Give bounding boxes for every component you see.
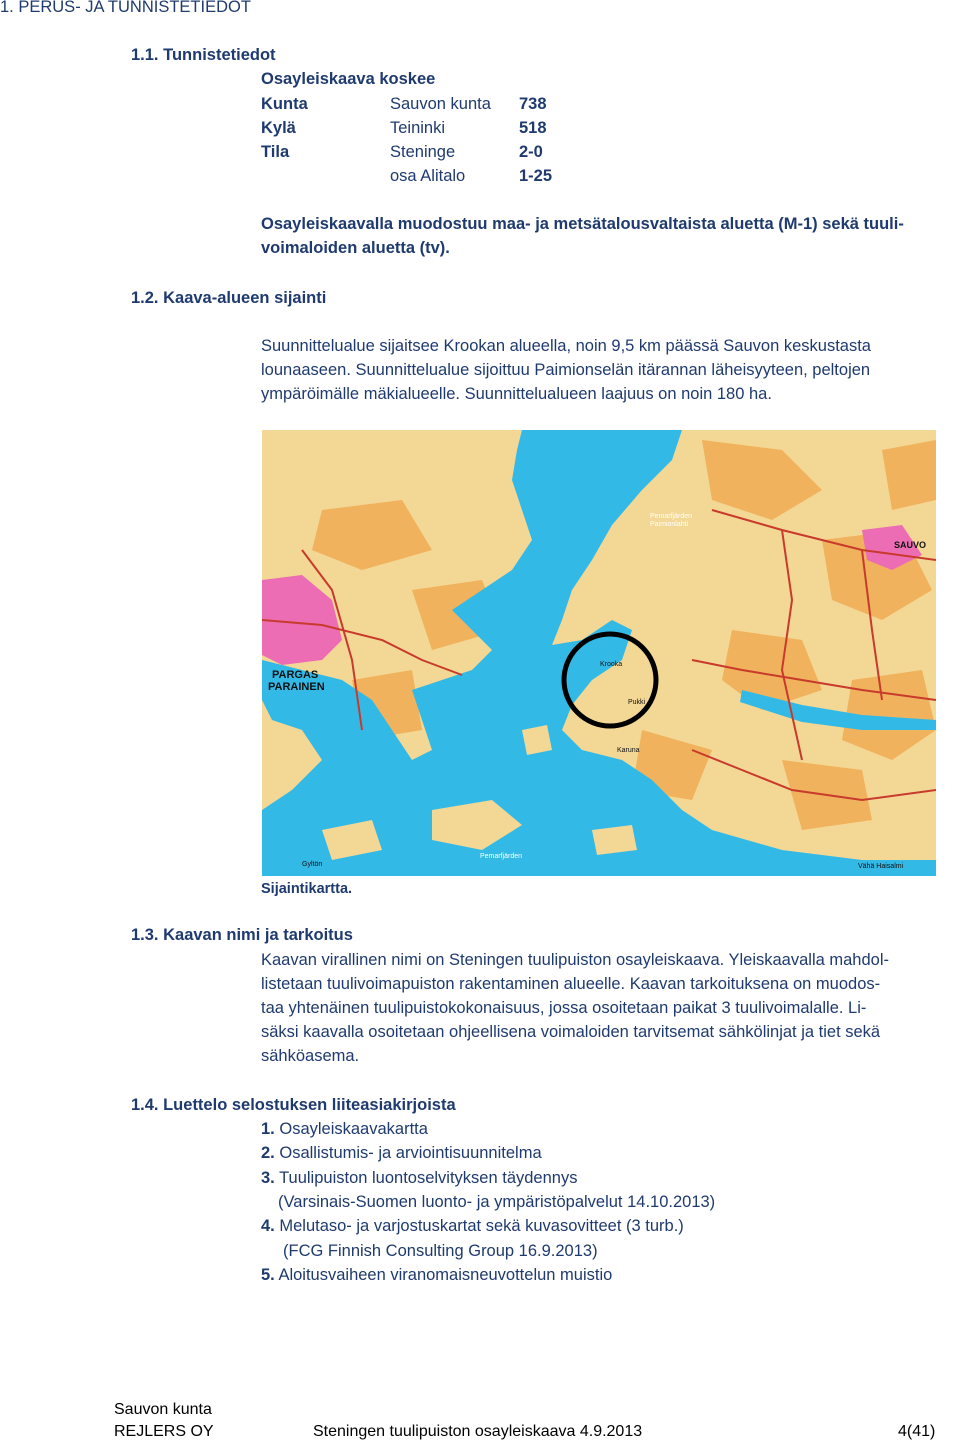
identification-intro: Osayleiskaava koskee xyxy=(261,70,436,88)
map-label-parainen: PARAINEN xyxy=(268,681,325,693)
map-label-sauvo: SAUVO xyxy=(894,540,927,550)
map-caption: Sijaintikartta. xyxy=(261,881,353,897)
map-label-pemarfjarden-south: Pemarfjärden xyxy=(480,853,523,860)
row-label: Tila xyxy=(261,143,290,161)
list-item-text: Osayleiskaavakartta xyxy=(279,1120,428,1138)
list-item-continuation: (FCG Finnish Consulting Group 16.9.2013) xyxy=(283,1242,598,1260)
row-code: 518 xyxy=(519,119,547,137)
row-code: 1-25 xyxy=(519,167,553,185)
location-map-graphic xyxy=(262,430,936,876)
row-name: Sauvon kunta xyxy=(390,95,491,113)
section-heading-1-2: 1.2. Kaava-alueen sijainti xyxy=(131,289,327,307)
plan-note-line: voimaloiden aluetta (tv). xyxy=(261,239,450,257)
map-label-vaha-haisalmi: Vähä Haisalmi xyxy=(858,863,904,870)
row-label: Kunta xyxy=(261,95,308,113)
section-heading-1-4: 1.4. Luettelo selostuksen liiteasiakirjoista xyxy=(131,1096,456,1114)
list-item xyxy=(261,1141,542,1166)
map-label-krooka: Krooka xyxy=(600,661,623,668)
purpose-paragraph-line: taa yhtenäinen tuulipuistokokonaisuus, jossa osoitetaan paikat 3 tuulivoimalalle. Li- xyxy=(261,999,867,1017)
row-name: Steninge xyxy=(390,143,456,161)
row-name: Teininki xyxy=(390,119,446,137)
list-item-number: 2. xyxy=(261,1144,275,1162)
list-item xyxy=(261,1117,428,1142)
list-item xyxy=(261,1214,684,1239)
plan-note-line: Osayleiskaavalla muodostuu maa- ja metsätalousvaltaista aluetta (M-1) sekä tuuli- xyxy=(261,215,904,233)
list-item xyxy=(261,1166,577,1191)
location-paragraph-line: Suunnittelualue sijaitsee Krookan alueella, noin 9,5 km päässä Sauvon keskustasta xyxy=(261,337,871,355)
purpose-paragraph-line: sähköasema. xyxy=(261,1047,360,1065)
section-heading-1-1: 1.1. Tunnistetiedot xyxy=(131,46,276,64)
list-item-number: 1. xyxy=(261,1120,275,1138)
list-item-text: Aloitusvaiheen viranomaisneuvottelun muistio xyxy=(278,1266,613,1284)
row-code: 738 xyxy=(519,95,547,113)
list-item-number: 5. xyxy=(261,1266,275,1284)
purpose-paragraph-line: säksi kaavalla osoitetaan ohjeellisena voimaloiden tarvitsemat sähkölinjat ja tiet sekä xyxy=(261,1023,881,1041)
list-item-number: 3. xyxy=(261,1169,275,1187)
row-code: 2-0 xyxy=(519,143,543,161)
purpose-paragraph-line: Kaavan virallinen nimi on Steningen tuulipuiston osayleiskaava. Yleiskaavalla mahdol- xyxy=(261,951,889,969)
map-label-pukki: Pukki xyxy=(628,699,646,706)
map-label-karuna: Karuna xyxy=(617,747,640,754)
list-item-text: Tuulipuiston luontoselvityksen täydennys xyxy=(279,1169,578,1187)
chapter-header: 1. PERUS- JA TUNNISTETIEDOT xyxy=(0,0,251,16)
footer-municipality: Sauvon kunta xyxy=(114,1401,212,1418)
location-map xyxy=(262,430,936,876)
list-item xyxy=(261,1263,612,1288)
footer-page-number: 4(41) xyxy=(898,1423,936,1440)
footer-company: REJLERS OY xyxy=(114,1423,214,1440)
purpose-paragraph-line: listetaan tuulivoimapuiston rakentaminen alueelle. Kaavan tarkoituksena on muodos- xyxy=(261,975,881,993)
list-item-text: Osallistumis- ja arviointisuunnitelma xyxy=(279,1144,542,1162)
list-item-number: 4. xyxy=(261,1217,275,1235)
map-label-pemarfjarden: Pemarfjärden xyxy=(650,513,693,520)
location-paragraph-line: ympäröimälle mäkialueelle. Suunnittelualueen laajuus on noin 180 ha. xyxy=(261,385,772,403)
list-item-text: Melutaso- ja varjostuskartat sekä kuvasovitteet (3 turb.) xyxy=(279,1217,684,1235)
section-heading-1-3: 1.3. Kaavan nimi ja tarkoitus xyxy=(131,926,353,944)
list-item-continuation: (Varsinais-Suomen luonto- ja ympäristöpalvelut 14.10.2013) xyxy=(278,1193,716,1211)
map-label-paimionlahti: Paimionlahti xyxy=(650,521,689,528)
row-label: Kylä xyxy=(261,119,296,137)
map-label-gylton: Gyltön xyxy=(302,861,323,868)
map-label-pargas: PARGAS xyxy=(272,669,319,681)
location-paragraph-line: lounaaseen. Suunnittelualue sijoittuu Paimionselän itärannan läheisyyteen, peltojen xyxy=(261,361,871,379)
row-name: osa Alitalo xyxy=(390,167,466,185)
footer-document-title: Steningen tuulipuiston osayleiskaava 4.9.2013 xyxy=(313,1423,643,1440)
